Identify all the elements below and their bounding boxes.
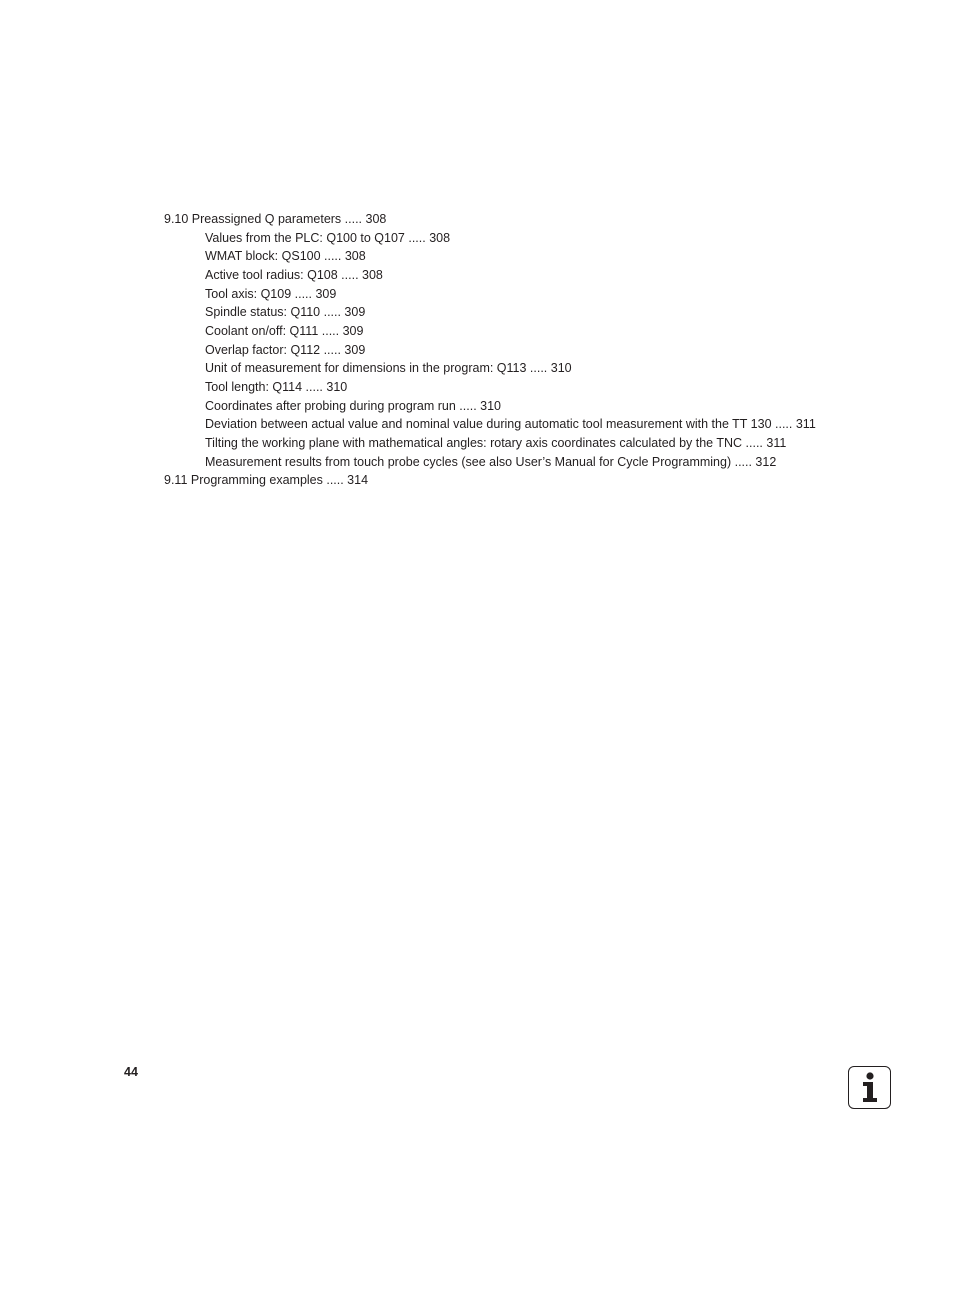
toc-item-plc-values[interactable]: Values from the PLC: Q100 to Q107 ..... 308	[205, 230, 451, 245]
toc-item-unit-of-measurement[interactable]: Unit of measurement for dimensions in the program: Q113 ..... 310	[205, 361, 572, 376]
toc-item-tool-length[interactable]: Tool length: Q114 ..... 310	[205, 379, 348, 394]
toc-item-deviation-tt130[interactable]: Deviation between actual value and nominal value during automatic tool measurement with the TT 130 ..... 311	[205, 417, 816, 432]
table-of-contents	[164, 210, 924, 490]
toc-item-active-tool-radius[interactable]: Active tool radius: Q108 ..... 308	[205, 267, 383, 282]
toc-item-wmat-block[interactable]: WMAT block: QS100 ..... 308	[205, 249, 366, 264]
info-icon-glyph	[849, 1067, 890, 1108]
toc-item-spindle-status[interactable]: Spindle status: Q110 ..... 309	[205, 305, 366, 320]
page-number: 44	[124, 1065, 138, 1079]
toc-section-9-11[interactable]: 9.11 Programming examples ..... 314	[164, 473, 369, 488]
toc-section-9-10[interactable]: 9.10 Preassigned Q parameters ..... 308	[164, 212, 387, 226]
toc-item-coolant[interactable]: Coolant on/off: Q111 ..... 309	[205, 323, 364, 338]
toc-item-coordinates-after-probing[interactable]: Coordinates after probing during program run ..... 310	[205, 398, 502, 413]
toc-item-tilting-working-plane[interactable]: Tilting the working plane with mathematical angles: rotary axis coordinates calculated by the TNC ..... 311	[205, 435, 787, 450]
toc-item-tool-axis[interactable]: Tool axis: Q109 ..... 309	[205, 286, 337, 301]
toc-item-measurement-results[interactable]: Measurement results from touch probe cycles (see also User’s Manual for Cycle Programming) ..... 312	[205, 454, 777, 469]
info-icon	[848, 1066, 891, 1109]
toc-item-overlap-factor[interactable]: Overlap factor: Q112 ..... 309	[205, 342, 366, 357]
